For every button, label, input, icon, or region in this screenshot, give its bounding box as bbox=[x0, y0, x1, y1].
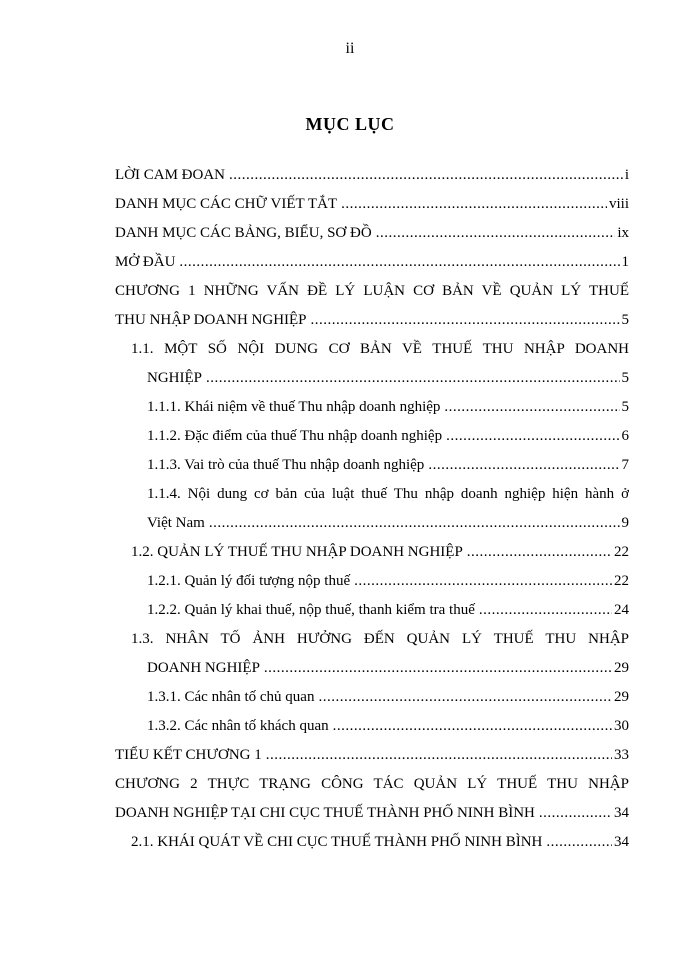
toc-dot-leader bbox=[539, 803, 612, 823]
toc-entry bbox=[115, 455, 629, 484]
toc-entry-page: 7 bbox=[621, 457, 629, 473]
toc-dot-leader bbox=[479, 600, 612, 620]
toc-entry-page: 9 bbox=[621, 515, 629, 531]
toc-entry bbox=[115, 600, 629, 629]
toc-entry-page: 5 bbox=[621, 370, 629, 386]
toc-dot-leader bbox=[179, 252, 619, 272]
toc-entry-text: LỜI CAM ĐOAN bbox=[115, 167, 225, 183]
toc-entry bbox=[115, 629, 629, 658]
toc-entry-text: 1.1.4. Nội dung cơ bản của luật thuế Thu nhập doanh nghiệp hiện hành ở bbox=[147, 486, 629, 502]
toc-entry-page: 29 bbox=[614, 660, 629, 676]
toc-entry-text: DOANH NGHIỆP TẠI CHI CỤC THUẾ THÀNH PHỐ NINH BÌNH bbox=[115, 805, 535, 821]
toc-dot-leader bbox=[318, 687, 612, 707]
toc-entry bbox=[115, 658, 629, 687]
toc-entry-page: i bbox=[624, 167, 629, 183]
toc-dot-leader bbox=[467, 542, 612, 562]
toc-entry bbox=[115, 310, 629, 339]
toc-entry bbox=[115, 165, 629, 194]
toc-entry bbox=[115, 426, 629, 455]
toc-entry bbox=[115, 832, 629, 861]
toc-entry-text: TIỂU KẾT CHƯƠNG 1 bbox=[115, 747, 262, 763]
toc-entry-text: DANH MỤC CÁC BẢNG, BIỂU, SƠ ĐỒ bbox=[115, 225, 372, 241]
toc-dot-leader bbox=[333, 716, 612, 736]
toc-dot-leader bbox=[311, 310, 620, 330]
toc-entry-page: viii bbox=[608, 196, 629, 212]
toc-dot-leader bbox=[446, 426, 619, 446]
toc-entry-page: 22 bbox=[614, 573, 629, 589]
toc-entry-text: CHƯƠNG 2 THỰC TRẠNG CÔNG TÁC QUẢN LÝ THUẾ THU NHẬP bbox=[115, 776, 629, 792]
toc-entry-text: 1.3. NHÂN TỐ ẢNH HƯỞNG ĐẾN QUẢN LÝ THUẾ THU NHẬP bbox=[131, 631, 629, 647]
toc-entry-text: Việt Nam bbox=[147, 515, 205, 531]
toc-entry-page: 34 bbox=[614, 834, 629, 850]
toc-entry-text: MỞ ĐẦU bbox=[115, 254, 176, 270]
toc-entry bbox=[115, 513, 629, 542]
toc-entry-text: DANH MỤC CÁC CHỮ VIẾT TẮT bbox=[115, 196, 338, 212]
toc-entry-text: 1.3.1. Các nhân tố chủ quan bbox=[147, 689, 315, 705]
table-of-contents bbox=[115, 165, 629, 861]
toc-entry bbox=[115, 252, 629, 281]
toc-entry-page: 1 bbox=[621, 254, 629, 270]
toc-dot-leader bbox=[266, 745, 612, 765]
toc-entry-page: 5 bbox=[621, 399, 629, 415]
toc-entry-page: 30 bbox=[614, 718, 629, 734]
toc-entry-text: 1.1.3. Vai trò của thuế Thu nhập doanh nghiệp bbox=[147, 457, 425, 473]
toc-title: MỤC LỤC bbox=[305, 114, 395, 134]
toc-entry bbox=[115, 803, 629, 832]
toc-entry bbox=[115, 223, 629, 252]
toc-entry bbox=[115, 542, 629, 571]
toc-dot-leader bbox=[341, 194, 607, 214]
toc-entry-text: NGHIỆP bbox=[147, 370, 202, 386]
toc-entry-text: 1.3.2. Các nhân tố khách quan bbox=[147, 718, 329, 734]
toc-entry bbox=[115, 687, 629, 716]
toc-dot-leader bbox=[546, 832, 612, 852]
toc-entry bbox=[115, 368, 629, 397]
toc-dot-leader bbox=[444, 397, 619, 417]
toc-dot-leader bbox=[206, 368, 620, 388]
toc-entry bbox=[115, 397, 629, 426]
toc-entry-text: 1.2.2. Quản lý khai thuế, nộp thuế, thanh kiểm tra thuế bbox=[147, 602, 475, 618]
toc-entry-text: 1.2. QUẢN LÝ THUẾ THU NHẬP DOANH NGHIỆP bbox=[131, 544, 463, 560]
toc-entry-page: 29 bbox=[614, 689, 629, 705]
toc-entry bbox=[115, 716, 629, 745]
toc-entry-text: CHƯƠNG 1 NHỮNG VẤN ĐỀ LÝ LUẬN CƠ BẢN VỀ QUẢN LÝ THUẾ bbox=[115, 283, 629, 299]
toc-entry-text: DOANH NGHIỆP bbox=[147, 660, 260, 676]
toc-entry-page: 34 bbox=[614, 805, 629, 821]
toc-entry bbox=[115, 774, 629, 803]
toc-entry-page: 6 bbox=[621, 428, 629, 444]
toc-entry-text: 2.1. KHÁI QUÁT VỀ CHI CỤC THUẾ THÀNH PHỐ NINH BÌNH bbox=[131, 834, 543, 850]
toc-entry-page: 33 bbox=[614, 747, 629, 763]
toc-entry-page: 22 bbox=[614, 544, 629, 560]
toc-entry-text: 1.1. MỘT SỐ NỘI DUNG CƠ BẢN VỀ THUẾ THU NHẬP DOANH bbox=[131, 341, 629, 357]
toc-entry bbox=[115, 281, 629, 310]
toc-entry-text: 1.1.2. Đặc điểm của thuế Thu nhập doanh nghiệp bbox=[147, 428, 443, 444]
toc-entry bbox=[115, 194, 629, 223]
toc-dot-leader bbox=[264, 658, 612, 678]
toc-entry-page: ix bbox=[617, 225, 629, 241]
toc-entry-page: 5 bbox=[621, 312, 629, 328]
toc-dot-leader bbox=[354, 571, 612, 591]
toc-entry-text: 1.1.1. Khái niệm về thuế Thu nhập doanh nghiệp bbox=[147, 399, 441, 415]
toc-entry bbox=[115, 745, 629, 774]
page-number: ii bbox=[345, 40, 355, 57]
toc-entry-text: 1.2.1. Quản lý đối tượng nộp thuế bbox=[147, 573, 351, 589]
toc-entry bbox=[115, 339, 629, 368]
toc-dot-leader bbox=[428, 455, 619, 475]
toc-dot-leader bbox=[209, 513, 620, 533]
toc-dot-leader bbox=[229, 165, 623, 185]
toc-entry-text: THU NHẬP DOANH NGHIỆP bbox=[115, 312, 307, 328]
toc-entry bbox=[115, 484, 629, 513]
toc-dot-leader bbox=[376, 223, 616, 243]
toc-entry bbox=[115, 571, 629, 600]
toc-entry-page: 24 bbox=[614, 602, 629, 618]
